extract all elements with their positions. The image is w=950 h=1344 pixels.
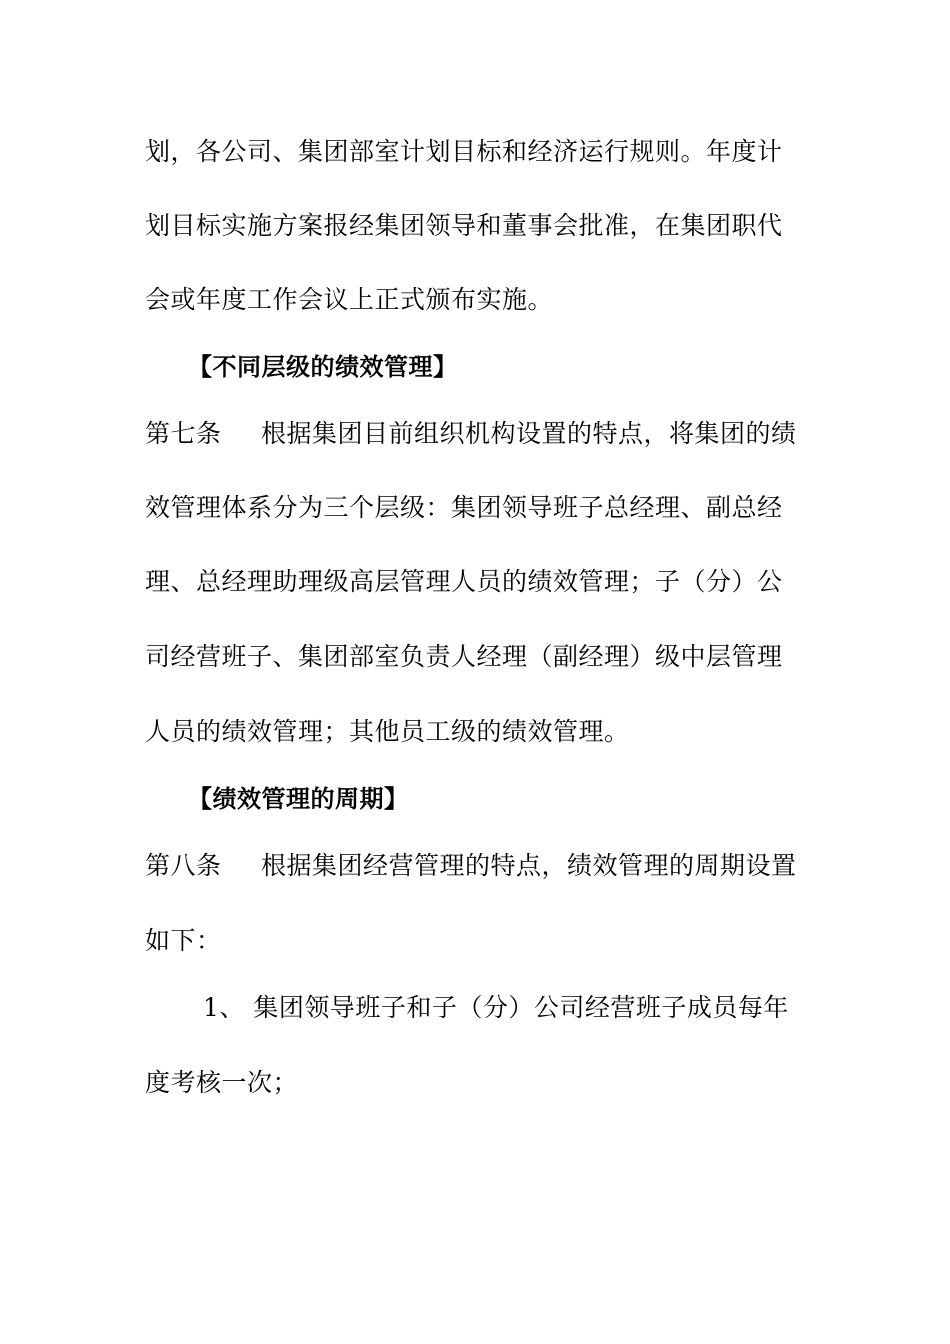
article-text: 根据集团经营管理的特点，绩效管理的周期设置 xyxy=(261,851,797,880)
article-first-line xyxy=(145,418,797,450)
list-item-first-line: 1、 集团领导班子和子（分）公司经营班子成员每年 xyxy=(203,993,789,1022)
paragraph-line: 如下： xyxy=(145,926,222,955)
section-heading: 【不同层级的绩效管理】 xyxy=(188,353,458,381)
paragraph-line: 效管理体系分为三个层级：集团领导班子总经理、副总经 xyxy=(145,493,783,522)
paragraph-line: 理、总经理助理级高层管理人员的绩效管理；子（分）公 xyxy=(145,567,783,596)
article-number: 第七条 xyxy=(145,419,222,448)
section-heading: 【绩效管理的周期】 xyxy=(188,785,409,813)
article-text: 根据集团目前组织机构设置的特点，将集团的绩 xyxy=(261,419,797,448)
paragraph-line: 人员的绩效管理；其他员工级的绩效管理。 xyxy=(145,717,630,746)
paragraph-line: 划目标实施方案报经集团领导和董事会批准，在集团职代 xyxy=(145,211,783,240)
paragraph-line: 度考核一次； xyxy=(145,1068,299,1097)
article-number: 第八条 xyxy=(145,851,222,880)
paragraph-line: 会或年度工作会议上正式颁布实施。 xyxy=(145,285,554,314)
paragraph-line: 划，各公司、集团部室计划目标和经济运行规则。年度计 xyxy=(145,137,783,166)
article-first-line xyxy=(145,850,797,882)
paragraph-line: 司经营班子、集团部室负责人经理（副经理）级中层管理 xyxy=(145,642,783,671)
